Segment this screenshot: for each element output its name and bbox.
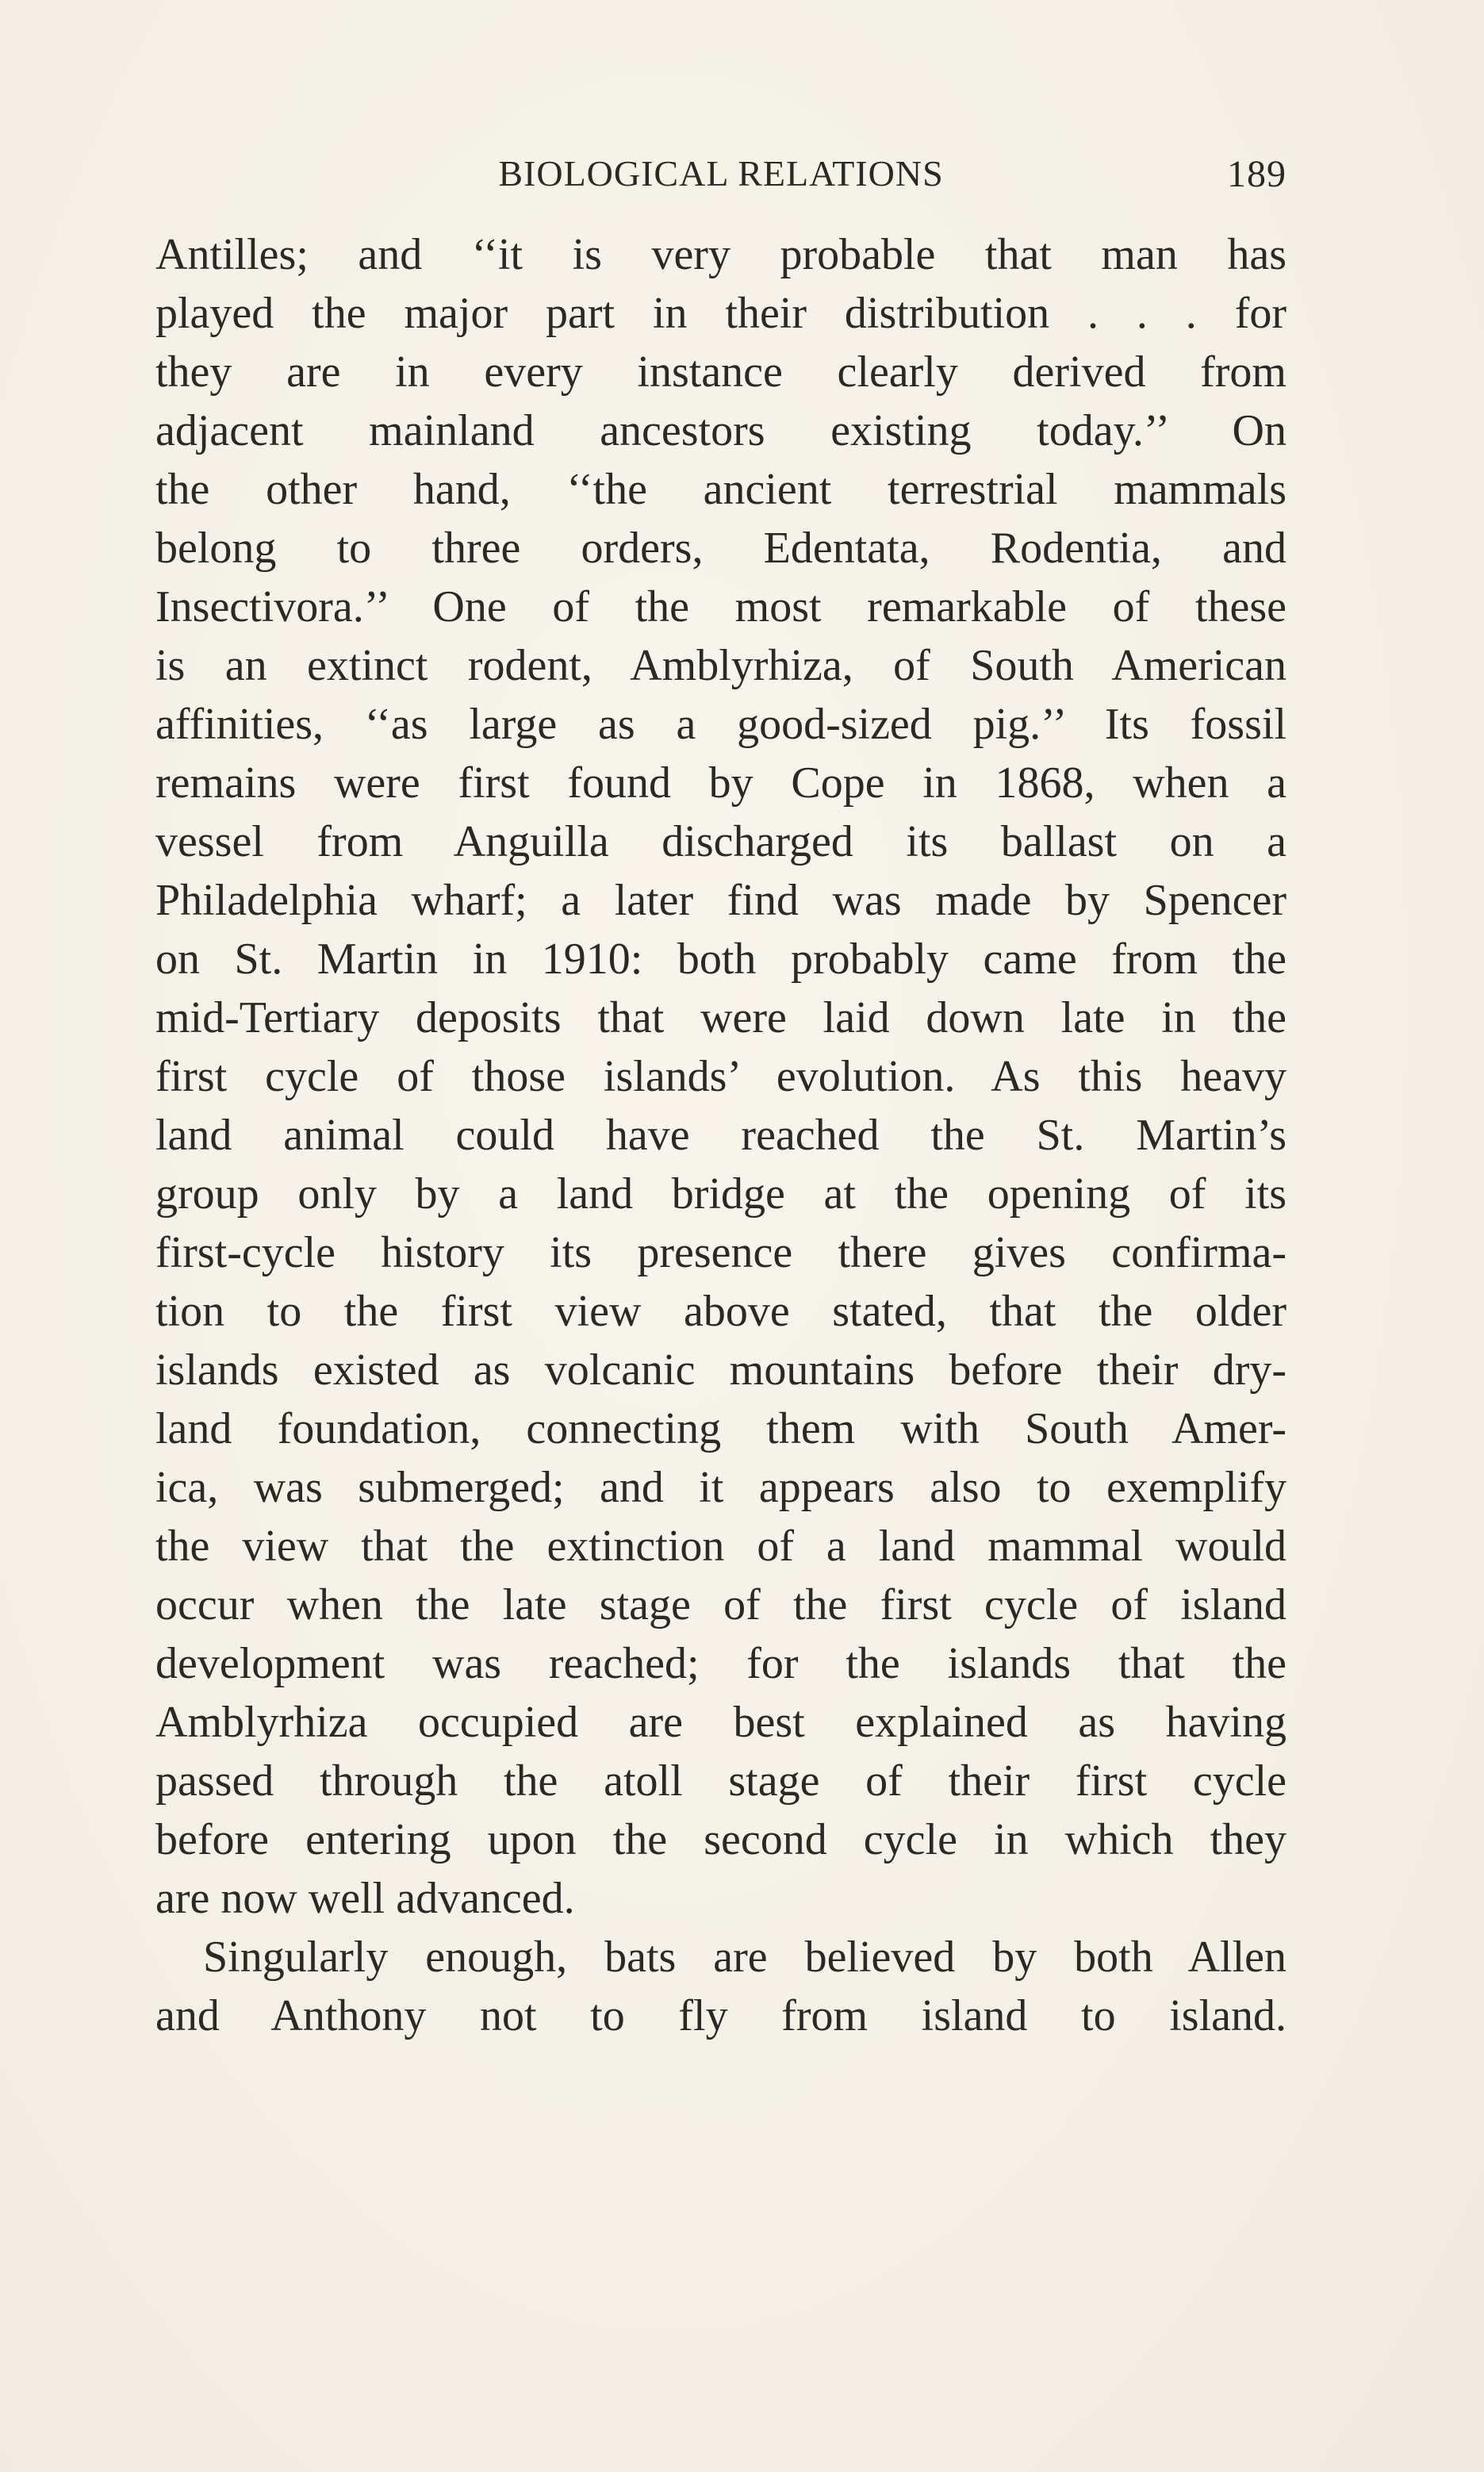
text-line: development was reached; for the islands that the bbox=[155, 1639, 1287, 1688]
running-head-title: BIOLOGICAL RELATIONS bbox=[498, 153, 944, 194]
text-line: belong to three orders, Edentata, Rodentia, and bbox=[155, 524, 1287, 573]
text-line: Singularly enough, bats are believed by both Allen bbox=[203, 1933, 1287, 1982]
text-line: Amblyrhiza occupied are best explained as having bbox=[155, 1698, 1287, 1747]
text-line: tion to the first view above stated, that the older bbox=[155, 1287, 1287, 1336]
text-line: mid-Tertiary deposits that were laid down late in the bbox=[155, 993, 1287, 1042]
text-line: Antilles; and ‘‘it is very probable that man has bbox=[155, 230, 1287, 279]
text-line: remains were first found by Cope in 1868, when a bbox=[155, 758, 1287, 808]
paragraph-1 bbox=[155, 225, 1287, 1928]
text-line: and Anthony not to fly from island to island. bbox=[155, 1991, 1287, 2040]
text-line: first cycle of those islands’ evolution. As this heavy bbox=[155, 1052, 1287, 1101]
text-line: ica, was submerged; and it appears also to exemplify bbox=[155, 1463, 1287, 1512]
text-line: group only by a land bridge at the opening of its bbox=[155, 1169, 1287, 1219]
text-line: vessel from Anguilla discharged its ballast on a bbox=[155, 817, 1287, 866]
text-line: occur when the late stage of the first cycle of island bbox=[155, 1580, 1287, 1629]
text-line: the other hand, ‘‘the ancient terrestrial mammals bbox=[155, 465, 1287, 514]
text-line: islands existed as volcanic mountains before their dry- bbox=[155, 1345, 1287, 1395]
paragraph-2 bbox=[155, 1928, 1287, 2045]
text-line: affinities, ‘‘as large as a good-sized pig.’’ Its fossil bbox=[155, 700, 1287, 749]
text-line: on St. Martin in 1910: both probably came from the bbox=[155, 935, 1287, 984]
text-line: is an extinct rodent, Amblyrhiza, of South American bbox=[155, 641, 1287, 690]
text-line: played the major part in their distribution . . . for bbox=[155, 289, 1287, 338]
text-line: they are in every instance clearly derived from bbox=[155, 347, 1287, 397]
text-line: Insectivora.’’ One of the most remarkable of these bbox=[155, 582, 1287, 631]
text-line: adjacent mainland ancestors existing today.’’ On bbox=[155, 406, 1287, 455]
text-line: land foundation, connecting them with South Amer- bbox=[155, 1404, 1287, 1453]
running-head bbox=[155, 152, 1287, 200]
text-line: are now well advanced. bbox=[155, 1874, 575, 1923]
text-line: land animal could have reached the St. Martin’s bbox=[155, 1111, 1287, 1160]
text-line: before entering upon the second cycle in which they bbox=[155, 1815, 1287, 1864]
text-line: Philadelphia wharf; a later find was made by Spencer bbox=[155, 876, 1287, 925]
page-number: 189 bbox=[1227, 153, 1287, 195]
text-line: first-cycle history its presence there gives confirma- bbox=[155, 1228, 1287, 1277]
body-text bbox=[155, 225, 1287, 2045]
text-line: passed through the atoll stage of their first cycle bbox=[155, 1756, 1287, 1806]
text-line: the view that the extinction of a land mammal would bbox=[155, 1522, 1287, 1571]
